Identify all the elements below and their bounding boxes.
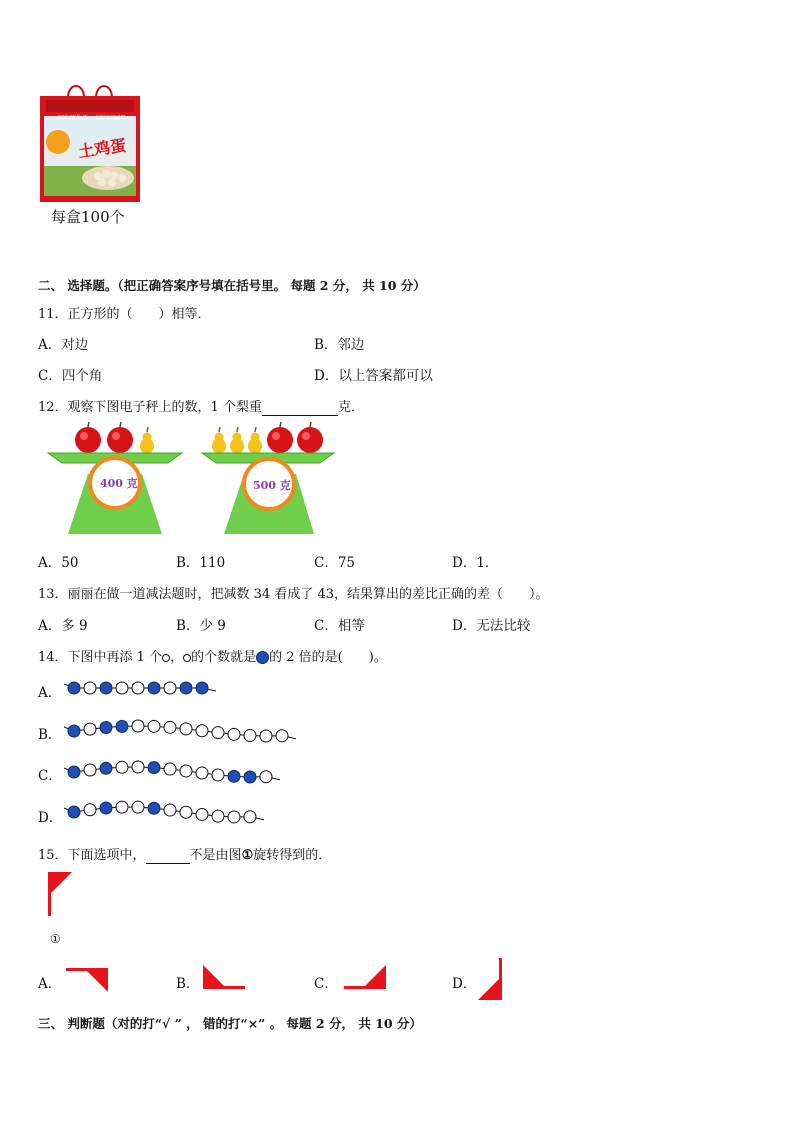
hollow-bead xyxy=(228,811,240,823)
filled-bead xyxy=(68,682,80,694)
hollow-bead xyxy=(132,720,144,732)
hollow-bead xyxy=(180,806,192,818)
q13-option-b[interactable]: B．少 9 xyxy=(176,618,226,634)
hollow-bead xyxy=(164,682,176,694)
filled-bead xyxy=(100,722,112,734)
filled-bead xyxy=(228,770,240,782)
q15-answer-blank[interactable] xyxy=(146,848,190,864)
hollow-bead xyxy=(164,721,176,733)
hollow-bead xyxy=(164,804,176,816)
hollow-bead xyxy=(196,767,208,779)
hollow-bead xyxy=(84,764,96,776)
hollow-bead xyxy=(260,730,272,742)
q11-option-a[interactable]: A．对边 xyxy=(38,337,89,353)
q15-shape-b xyxy=(203,965,247,991)
gift-box-calligraphy: 土鸡蛋 xyxy=(77,135,128,162)
q12-option-d[interactable]: D．1． xyxy=(452,555,499,571)
q15-stem-before: 15．下面选项中， xyxy=(38,848,146,863)
hollow-bead xyxy=(228,728,240,740)
section-2-title: 二、 选择题。（把正确答案序号填在括号里。 每题 2 分， 共 10 分） xyxy=(38,278,426,293)
hollow-bead xyxy=(84,723,96,735)
hollow-bead xyxy=(116,801,128,813)
q13-option-d[interactable]: D．无法比较 xyxy=(452,618,531,634)
gift-box-caption: 每盒100个 xyxy=(51,208,125,226)
hollow-bead xyxy=(276,730,288,742)
q15-stem xyxy=(38,844,331,864)
q14-option-c[interactable]: C． xyxy=(38,768,62,784)
hollow-bead xyxy=(180,723,192,735)
q12-option-b[interactable]: B．110 xyxy=(176,555,226,571)
q13-stem: 13．丽丽在做一道减法题时，把减数 34 看成了 43，结果算出的差比正确的差（ ）。 xyxy=(38,587,549,602)
q13-option-a[interactable]: A．多 9 xyxy=(38,618,88,634)
hollow-bead xyxy=(84,804,96,816)
q12-stem-before: 12．观察下图电子秤上的数，1 个梨重 xyxy=(38,400,262,415)
q15-shape-c xyxy=(344,965,388,991)
filled-bead xyxy=(68,806,80,818)
q14-option-b[interactable]: B． xyxy=(38,727,62,743)
hollow-bead xyxy=(116,682,128,694)
q15-figure-label: ① xyxy=(50,932,61,946)
q15-option-a[interactable]: A． xyxy=(38,976,62,992)
q15-option-b[interactable]: B． xyxy=(176,976,200,992)
filled-bead xyxy=(148,762,160,774)
hollow-bead xyxy=(212,810,224,822)
hollow-bead xyxy=(196,808,208,820)
filled-bead xyxy=(68,725,80,737)
q14-stem-part3: 的个数就是 xyxy=(191,650,257,665)
filled-bead xyxy=(244,771,256,783)
hollow-bead xyxy=(132,801,144,813)
q14-stem-part4: 的 2 倍的是( )。 xyxy=(269,650,387,665)
q15-circle-number: ① xyxy=(241,848,254,863)
q11-stem: 11．正方形的（ ）相等． xyxy=(38,307,211,322)
hollow-bead xyxy=(84,682,96,694)
q15-shape-a xyxy=(66,968,110,994)
hollow-bead xyxy=(244,729,256,741)
hollow-bead xyxy=(148,720,160,732)
q15-stem-after: 不是由图 xyxy=(189,848,242,863)
q11-option-b[interactable]: B．邻边 xyxy=(314,337,365,353)
q11-option-d[interactable]: D．以上答案都可以 xyxy=(314,368,433,384)
filled-bead xyxy=(100,682,112,694)
filled-bead xyxy=(148,682,160,694)
q14-option-d[interactable]: D． xyxy=(38,810,63,826)
filled-bead xyxy=(100,762,112,774)
filled-bead xyxy=(68,766,80,778)
hollow-bead xyxy=(212,769,224,781)
q15-option-c[interactable]: C． xyxy=(314,976,338,992)
q12-option-c[interactable]: C．75 xyxy=(314,555,356,571)
hollow-bead xyxy=(132,682,144,694)
filled-bead xyxy=(180,682,192,694)
hollow-bead xyxy=(180,765,192,777)
gift-box-banner-right: 回归田园里 xyxy=(96,115,127,122)
hollow-bead xyxy=(244,811,256,823)
q12-stem-after: 克． xyxy=(337,400,364,415)
q13-option-c[interactable]: C．相等 xyxy=(314,618,365,634)
q15-shape-d xyxy=(478,958,504,1002)
filled-bead xyxy=(196,682,208,694)
hollow-bead xyxy=(212,727,224,739)
q14-option-a[interactable]: A． xyxy=(38,685,62,701)
filled-bead xyxy=(148,802,160,814)
hollow-bead xyxy=(132,761,144,773)
filled-bead xyxy=(116,720,128,732)
q15-option-d[interactable]: D． xyxy=(452,976,477,992)
hollow-bead xyxy=(164,763,176,775)
q15-stem-end: 旋转得到的． xyxy=(253,848,332,863)
q12-option-a[interactable]: A．50 xyxy=(38,555,79,571)
scale-1-reading: 400 克 xyxy=(100,477,138,490)
section-3-title: 三、 判断题（对的打“√ ” ， 错的打“×” 。 每题 2 分， 共 10 分） xyxy=(38,1016,422,1031)
q14-stem-part1: 14．下图中再添 1 个 xyxy=(38,650,163,665)
filled-bead xyxy=(100,802,112,814)
gift-box-banner-left: 回归原生活 xyxy=(58,115,89,122)
hollow-bead xyxy=(196,725,208,737)
q15-figure-1 xyxy=(48,872,76,918)
q14-stem-part2: ， xyxy=(170,650,184,665)
hollow-bead xyxy=(260,771,272,783)
q11-option-c[interactable]: C．四个角 xyxy=(38,368,103,384)
scale-2-reading: 500 克 xyxy=(253,479,291,492)
hollow-bead xyxy=(116,761,128,773)
